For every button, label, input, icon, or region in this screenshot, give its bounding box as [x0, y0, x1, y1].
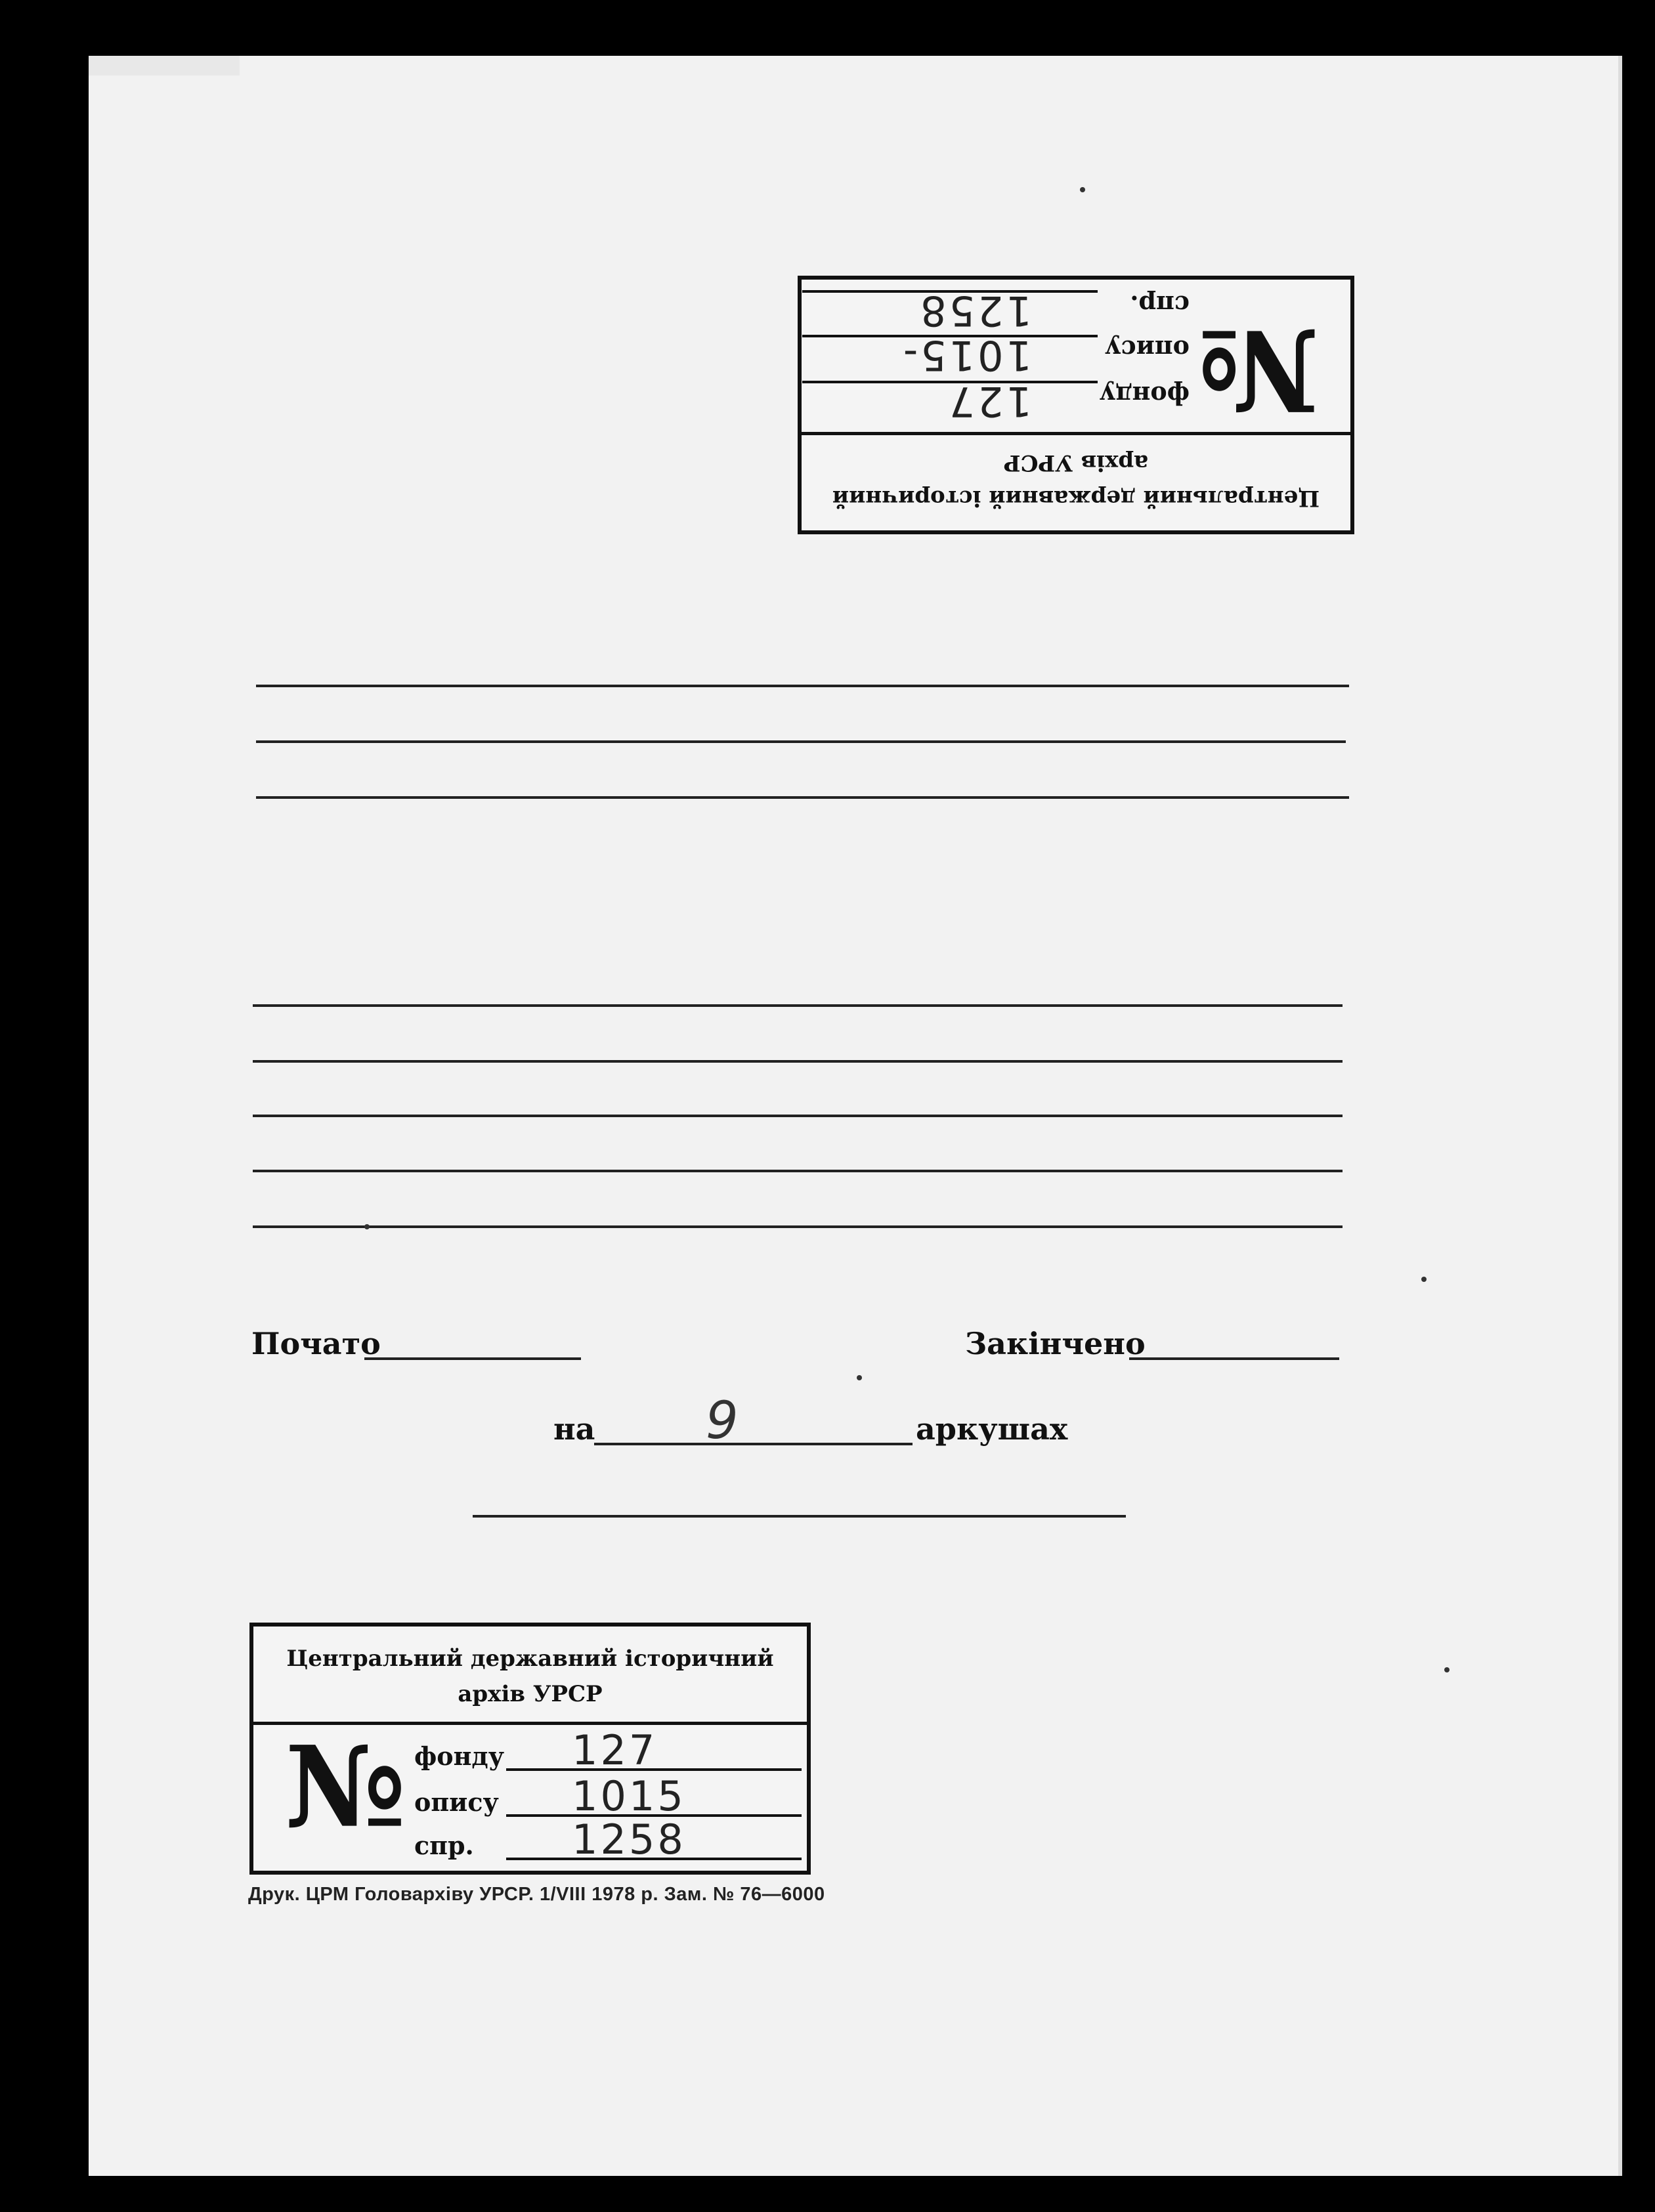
title-line-1 — [256, 685, 1349, 687]
extra-line — [473, 1515, 1126, 1518]
opys-row — [414, 1772, 802, 1821]
fond-row — [802, 377, 1190, 425]
sheets-label: аркушах — [916, 1411, 1068, 1447]
content-line-1 — [253, 1004, 1343, 1007]
content-line-4 — [253, 1170, 1343, 1172]
stamp-title-line2: архів УРСР — [1003, 450, 1149, 476]
opys-row — [802, 331, 1190, 379]
stamp-title-line2: архів УРСР — [458, 1681, 603, 1707]
title-line-3 — [256, 796, 1349, 799]
stamp-title — [802, 445, 1350, 516]
fond-value: 127 — [572, 1726, 658, 1774]
sprava-value: 1258 — [572, 1816, 686, 1863]
opys-value: 1015- — [900, 331, 1032, 379]
dust-speck — [364, 1224, 370, 1229]
stamp-title-line1: Центральний державний історичний — [286, 1646, 774, 1672]
started-line — [364, 1357, 581, 1360]
printer-imprint: Друк. ЦРМ Головархіву УРСР. 1/VIII 1978 р. Зам. № 76—6000 — [248, 1884, 825, 1905]
stamp-title-line1: Центральний державний історичний — [832, 485, 1320, 511]
dust-speck — [1444, 1667, 1450, 1672]
title-line-2 — [256, 740, 1346, 743]
finished-label: Закінчено — [965, 1326, 1146, 1361]
number-sign: № — [285, 1722, 400, 1853]
sprava-row — [414, 1816, 802, 1864]
dust-speck — [1421, 1277, 1427, 1282]
sprava-row — [802, 286, 1190, 335]
fond-label: фонду — [414, 1741, 505, 1771]
started-label: Почато — [251, 1326, 381, 1361]
opys-label: опису — [414, 1787, 499, 1817]
fond-label: фонду — [1099, 381, 1190, 410]
number-sign: № — [1204, 304, 1319, 435]
sheets-value: 9 — [706, 1392, 739, 1451]
sprava-value: 1258 — [918, 287, 1032, 335]
archive-stamp — [249, 1623, 811, 1875]
opys-label: опису — [1105, 335, 1190, 364]
archive-stamp-upside-down — [798, 276, 1354, 534]
finished-line — [1129, 1357, 1339, 1360]
content-line-3 — [253, 1115, 1343, 1117]
dust-speck — [857, 1375, 862, 1380]
content-line-2 — [253, 1060, 1343, 1063]
sprava-label: спр. — [414, 1831, 474, 1860]
opys-value: 1015 — [572, 1772, 686, 1820]
sheets-line — [594, 1443, 913, 1445]
dust-speck — [1080, 187, 1085, 192]
sprava-label: спр. — [1130, 290, 1190, 320]
on-label: на — [553, 1411, 595, 1447]
content-line-5 — [253, 1225, 1343, 1228]
fond-row — [414, 1726, 802, 1775]
cover-fold — [89, 56, 240, 75]
stamp-title — [253, 1641, 807, 1712]
fond-value: 127 — [946, 377, 1032, 425]
